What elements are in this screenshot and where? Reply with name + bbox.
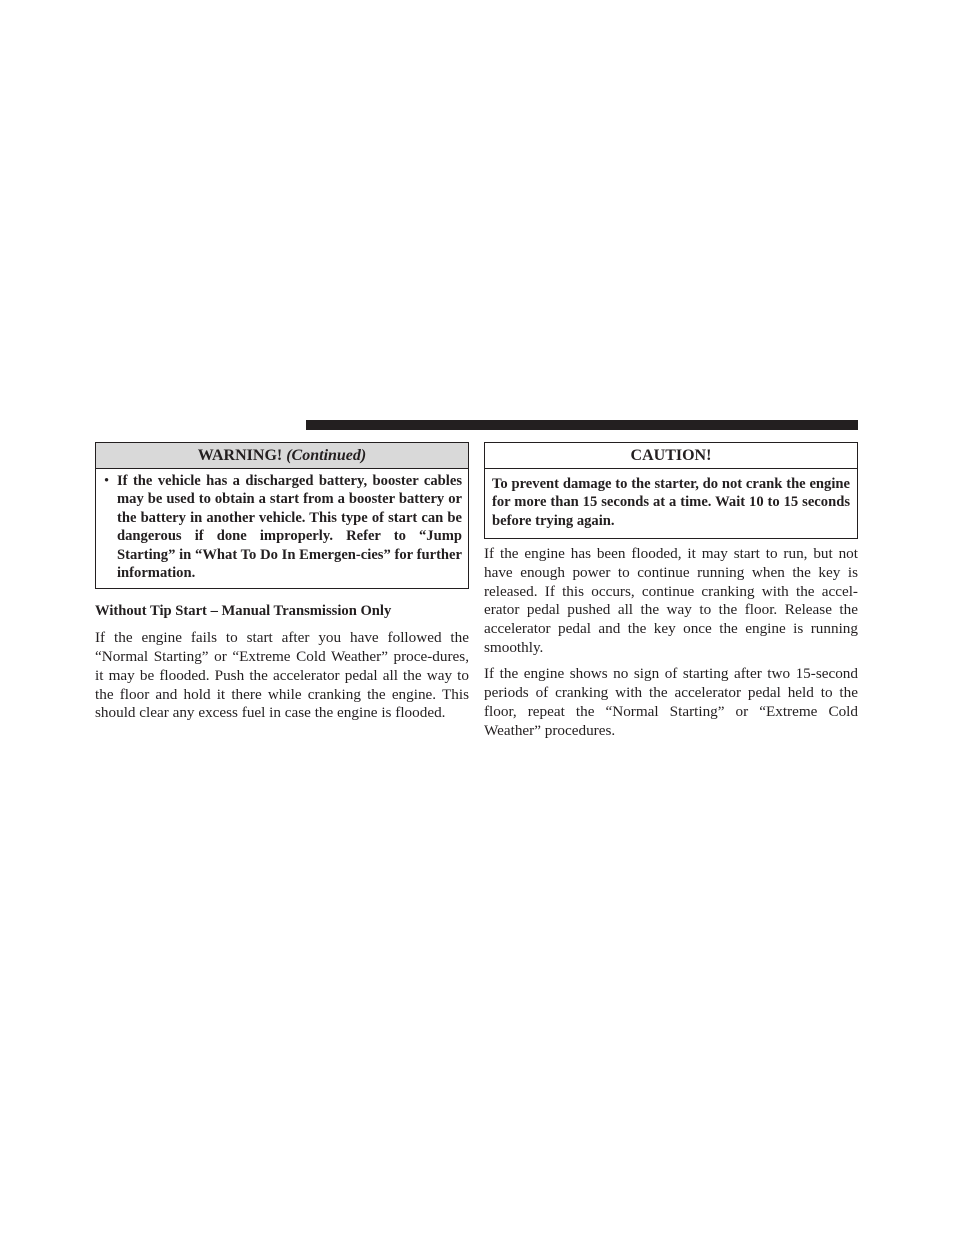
- caution-header: CAUTION!: [485, 443, 857, 469]
- warning-bullet: [104, 472, 462, 582]
- bullet-icon: •: [104, 473, 110, 489]
- right-paragraph-1: If the engine has been flooded, it may start to run, but not have enough power to continue running when the key is released. If this occurs, continue cranking with the accel-erator pedal pushed all the way to the floor. Release the accelerator pedal and the key once the engine is running smoothly.: [484, 545, 858, 656]
- caution-box: [484, 442, 858, 539]
- warning-header: [96, 443, 468, 469]
- right-paragraph-2: If the engine shows no sign of starting after two 15-second periods of cranking with the accelerator pedal held to the floor, repeat the “Normal Starting” or “Extreme Cold Weather” procedures.: [484, 665, 858, 739]
- right-column: [484, 442, 858, 740]
- warning-title: WARNING!: [197, 447, 283, 464]
- warning-box: [95, 442, 469, 589]
- left-paragraph: If the engine fails to start after you have followed the “Normal Starting” or “Extreme Cold Weather” proce-dures, it may be flooded. Push the accelerator pedal all the way to the floor and hold it there while cranking the engine. This should clear any excess fuel in case the engine is flooded.: [95, 629, 469, 722]
- warning-bullet-text: If the vehicle has a discharged battery, booster cables may be used to obtain a start from a booster battery or the battery in another vehicle. This type of start can be dangerous if done improperly. Refer to “Jump Starting” in “What To Do In Emergen-cies” for further information.: [117, 473, 462, 582]
- header-rule: [306, 420, 858, 430]
- warning-body: [96, 469, 468, 588]
- section-subheading: Without Tip Start – Manual Transmission Only: [95, 603, 392, 620]
- warning-continued: (Continued): [286, 447, 367, 464]
- caution-body: To prevent damage to the starter, do not crank the engine for more than 15 seconds at a time. Wait 10 to 15 seconds before trying again.: [492, 476, 850, 529]
- left-column: [95, 442, 469, 723]
